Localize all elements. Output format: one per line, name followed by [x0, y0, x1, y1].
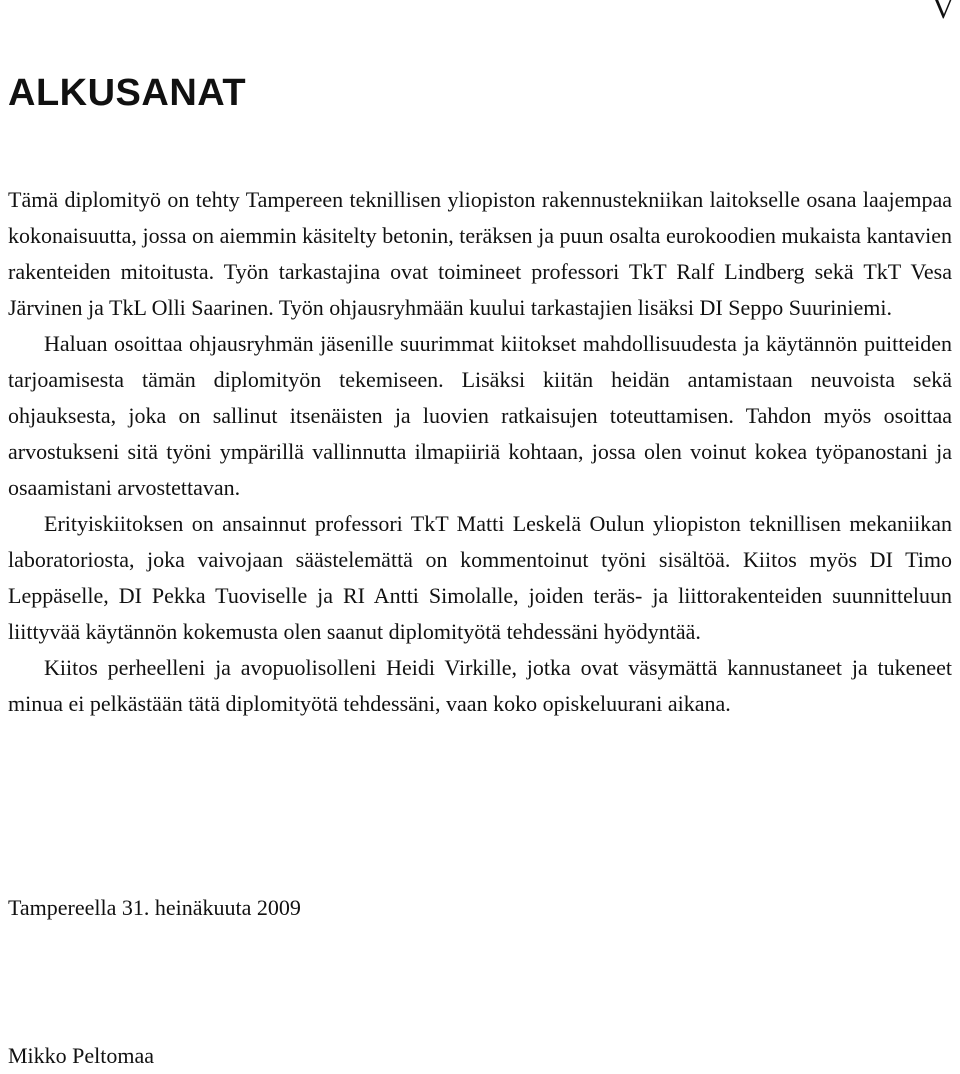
page-title: ALKUSANAT: [8, 72, 247, 114]
author-name: Mikko Peltomaa: [8, 1043, 155, 1068]
paragraph-family-thanks: Kiitos perheelleni ja avopuolisolleni Heidi Virkille, jotka ovat väsymättä kannustaneet ja tukeneet minua ei pelkästään tätä diplomityötä tehdessäni, vaan koko opiskeluurani aikana.: [8, 655, 952, 716]
page-number: V: [932, 0, 954, 25]
place-and-date: Tampereella 31. heinäkuuta 2009: [8, 895, 301, 920]
paragraph-special-thanks: Erityiskiitoksen on ansainnut professori TkT Matti Leskelä Oulun yliopiston teknillisen mekaniikan laboratoriosta, joka vaivojaan säästelemättä on kommentoinut työni sisältöä. Kiitos myös DI Timo Leppäselle, DI Pekka Tuoviselle ja RI Antti Simolalle, joiden teräs- ja liittorakenteiden suunnitteluun liittyvää käytännön kokemusta olen saanut diplomityötä tehdessäni hyödyntää.: [8, 511, 952, 644]
preface-body: [8, 182, 952, 722]
paragraph-intro: Tämä diplomityö on tehty Tampereen teknillisen yliopiston rakennustekniikan laitokselle osana laajempaa kokonaisuutta, jossa on aiemmin käsitelty betonin, teräksen ja puun osalta eurokoodien mukaista kantavien rakenteiden mitoitusta. Työn tarkastajina ovat toimineet professori TkT Ralf Lindberg sekä TkT Vesa Järvinen ja TkL Olli Saarinen. Työn ohjausryhmään kuului tarkastajien lisäksi DI Seppo Suuriniemi.: [8, 187, 952, 320]
paragraph-thanks-steering-group: Haluan osoittaa ohjausryhmän jäsenille suurimmat kiitokset mahdollisuudesta ja käytännön puitteiden tarjoamisesta tämän diplomityön tekemiseen. Lisäksi kiitän heidän antamistaan neuvoista sekä ohjauksesta, joka on sallinut itsenäisten ja luovien ratkaisujen toteuttamisen. Tahdon myös osoittaa arvostukseni sitä työni ympärillä vallinnutta ilmapiiriä kohtaan, jossa olen voinut kokea työpanostani ja osaamistani arvostettavan.: [8, 331, 952, 500]
